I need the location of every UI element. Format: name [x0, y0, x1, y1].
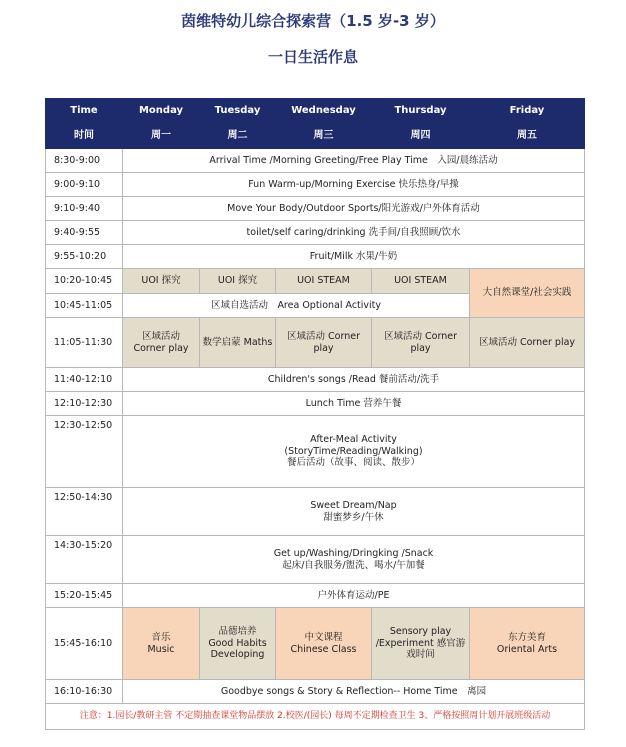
- activity-cell: Fun Warm-up/Morning Exercise 快乐热身/早操: [123, 173, 585, 197]
- activity-cell: 区域自选活动 Area Optional Activity: [123, 294, 470, 318]
- time-cell: 9:10-9:40: [46, 197, 123, 221]
- header-monday-en: Monday: [123, 99, 200, 124]
- table-row: [46, 221, 585, 245]
- tuesday-activity: UOI 探究: [200, 269, 276, 294]
- table-row: [46, 392, 585, 416]
- activity-cell: 户外体育运动/PE: [123, 584, 585, 608]
- page-subtitle: 一日生活作息: [267, 48, 358, 66]
- cell-line: Developing: [210, 649, 265, 661]
- time-cell: 14:30-15:20: [46, 536, 123, 584]
- header-row-cn: [46, 124, 585, 149]
- cell-line: Good Habits: [208, 637, 267, 649]
- header-wednesday-en: Wednesday: [276, 99, 372, 124]
- schedule-table: [45, 98, 585, 730]
- time-cell: 16:10-16:30: [46, 680, 123, 704]
- header-time-en: Time: [46, 99, 123, 124]
- table-row: [46, 608, 585, 680]
- tuesday-activity: [200, 608, 276, 680]
- cell-line: 区域活动 Corner: [287, 330, 360, 342]
- header-time-cn: 时间: [46, 124, 123, 149]
- cell-line: Oriental Arts: [496, 643, 558, 655]
- note-text: 注意：1.园长/教研主管 不定期抽查课堂物品摆放 2.校医/(园长) 每周不定期检查卫生 3、严格按照周计划开展班级活动: [46, 704, 585, 730]
- table-row: [46, 584, 585, 608]
- activity-cell: Fruit/Milk 水果/牛奶: [123, 245, 585, 269]
- monday-activity: [123, 608, 200, 680]
- cell-line: Chinese Class: [290, 643, 357, 655]
- activity-cell: toilet/self caring/drinking 洗手间/自我照顾/饮水: [123, 221, 585, 245]
- cell-line: /Experiment 感官游: [375, 637, 466, 649]
- activity-cell: [123, 488, 585, 536]
- friday-activity: 大自然课堂/社会实践: [470, 269, 585, 318]
- header-friday-cn: 周五: [470, 124, 585, 149]
- cell-line: Music: [147, 643, 175, 655]
- time-cell: 15:45-16:10: [46, 608, 123, 680]
- table-row: [46, 197, 585, 221]
- table-row: [46, 368, 585, 392]
- activity-cell: Goodbye songs & Story & Reflection-- Home Time 离园: [123, 680, 585, 704]
- header-wednesday-cn: 周三: [276, 124, 372, 149]
- header-tuesday-en: Tuesday: [200, 99, 276, 124]
- cell-line: 甜蜜梦乡/午休: [323, 511, 384, 523]
- friday-activity: 区域活动 Corner play: [470, 318, 585, 368]
- thursday-activity: [372, 608, 470, 680]
- wednesday-activity: [276, 318, 372, 368]
- thursday-activity: UOI STEAM: [372, 269, 470, 294]
- time-cell: 10:20-10:45: [46, 269, 123, 294]
- activity-cell: Move Your Body/Outdoor Sports/阳光游戏/户外体育活动: [123, 197, 585, 221]
- table-row: [46, 536, 585, 584]
- note-row: [46, 704, 585, 730]
- time-cell: 10:45-11:05: [46, 294, 123, 318]
- cell-line: 区域活动 Corner: [384, 330, 457, 342]
- table-row: [46, 318, 585, 368]
- time-cell: 12:50-14:30: [46, 488, 123, 536]
- cell-line: play: [313, 342, 334, 354]
- cell-line: Corner play: [133, 342, 189, 354]
- table-row: [46, 149, 585, 173]
- time-cell: 11:40-12:10: [46, 368, 123, 392]
- table-row: [46, 416, 585, 488]
- time-cell: 12:30-12:50: [46, 416, 123, 488]
- time-cell: 8:30-9:00: [46, 149, 123, 173]
- cell-line: 中文课程: [304, 631, 343, 643]
- friday-activity: [470, 608, 585, 680]
- header-tuesday-cn: 周二: [200, 124, 276, 149]
- page-title: 茵维特幼儿综合探索营（1.5 岁-3 岁）: [181, 12, 445, 30]
- table-row: [46, 245, 585, 269]
- cell-line: Sweet Dream/Nap: [310, 499, 397, 511]
- cell-line: 餐后活动（故事、阅读、散步）: [286, 457, 420, 469]
- header-thursday-en: Thursday: [372, 99, 470, 124]
- cell-line: 起床/自我服务/盥洗、喝水/午加餐: [282, 559, 425, 571]
- thursday-activity: [372, 318, 470, 368]
- table-row: [46, 680, 585, 704]
- cell-line: play: [410, 342, 431, 354]
- time-cell: 9:40-9:55: [46, 221, 123, 245]
- header-friday-en: Friday: [470, 99, 585, 124]
- cell-line: 东方美育: [507, 631, 546, 643]
- activity-cell: Children's songs /Read 餐前活动/洗手: [123, 368, 585, 392]
- activity-cell: Arrival Time /Morning Greeting/Free Play Time 入园/晨练活动: [123, 149, 585, 173]
- monday-activity: [123, 318, 200, 368]
- time-cell: 11:05-11:30: [46, 318, 123, 368]
- cell-line: 音乐: [151, 631, 171, 643]
- monday-activity: UOI 探究: [123, 269, 200, 294]
- table-row: [46, 173, 585, 197]
- time-cell: 9:55-10:20: [46, 245, 123, 269]
- cell-line: 戏时间: [406, 649, 435, 661]
- header-thursday-cn: 周四: [372, 124, 470, 149]
- activity-cell: [123, 536, 585, 584]
- wednesday-activity: UOI STEAM: [276, 269, 372, 294]
- cell-line: (StoryTime/Reading/Walking): [284, 445, 423, 457]
- table-row: [46, 488, 585, 536]
- cell-line: 区域活动: [141, 330, 180, 342]
- wednesday-activity: [276, 608, 372, 680]
- time-cell: 12:10-12:30: [46, 392, 123, 416]
- header-row-en: [46, 99, 585, 124]
- tuesday-activity: 数学启蒙 Maths: [200, 318, 276, 368]
- time-cell: 9:00-9:10: [46, 173, 123, 197]
- time-cell: 15:20-15:45: [46, 584, 123, 608]
- cell-line: 品德培养: [218, 625, 257, 637]
- cell-line: Get up/Washing/Dringking /Snack: [273, 547, 434, 559]
- activity-cell: [123, 416, 585, 488]
- cell-line: Sensory play: [389, 625, 452, 637]
- activity-cell: Lunch Time 营养午餐: [123, 392, 585, 416]
- table-row: [46, 269, 585, 294]
- cell-line: After-Meal Activity: [310, 433, 397, 445]
- header-monday-cn: 周一: [123, 124, 200, 149]
